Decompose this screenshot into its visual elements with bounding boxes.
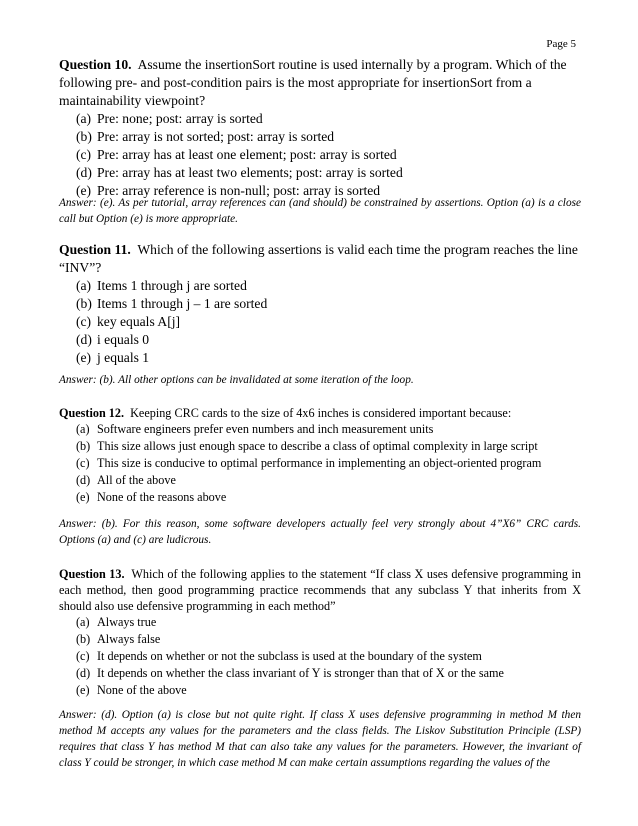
question-11-label: Question 11. — [59, 242, 131, 257]
question-13-option-a: (a) Always true — [76, 615, 157, 629]
question-13-option-b: (b) Always false — [76, 632, 161, 646]
question-10-option-e: (e) Pre: array reference is non-null; post: array is sorted — [76, 182, 381, 198]
question-10-option-c: (c) Pre: array has at least one element; post: array is sorted — [76, 146, 397, 162]
question-11-text: Which of the following assertions is valid each time the program reaches the line “INV”? — [59, 242, 578, 275]
question-13-text: Which of the following applies to the statement “If class X uses defensive programming in each method, then good programming practice recommends that any subclass Y that inherits from X should also use defensive programming in each method” — [59, 567, 582, 613]
question-13 — [59, 566, 581, 699]
question-10 — [59, 56, 581, 200]
question-12-options — [59, 421, 581, 506]
question-10-options — [59, 110, 581, 200]
question-11-stem — [59, 241, 581, 277]
question-13-option-e: (e) None of the above — [76, 683, 187, 697]
question-13-label: Question 13. — [59, 567, 125, 581]
question-12-option-a: (a) Software engineers prefer even numbers and inch measurement units — [76, 422, 434, 436]
question-12-option-d: (d) All of the above — [76, 473, 176, 487]
question-11-option-c: (c) key equals A[j] — [76, 313, 181, 329]
question-11-options — [59, 277, 581, 367]
question-10-option-b: (b) Pre: array is not sorted; post: array is sorted — [76, 128, 335, 144]
question-10-stem — [59, 56, 581, 110]
question-12-label: Question 12. — [59, 406, 125, 420]
question-11-option-b: (b) Items 1 through j – 1 are sorted — [76, 295, 268, 311]
question-12-stem — [59, 405, 581, 421]
question-12-option-c: (c) This size is conducive to optimal performance in implementing an object-oriented program — [76, 456, 542, 470]
question-10-answer: Answer: (e). As per tutorial, array references can (and should) be constrained by assertions. Option (a) is a close call but Option (e) is more appropriate. — [59, 197, 581, 225]
question-13-option-d: (d) It depends on whether the class invariant of Y is stronger than that of X or the same — [76, 666, 504, 680]
question-10-label: Question 10. — [59, 57, 132, 72]
question-12 — [59, 405, 581, 506]
question-11-option-e: (e) j equals 1 — [76, 349, 150, 365]
question-13-options — [59, 614, 581, 699]
question-13-option-c: (c) It depends on whether or not the subclass is used at the boundary of the system — [76, 649, 482, 663]
question-12-text: Keeping CRC cards to the size of 4x6 inches is considered important because: — [130, 406, 512, 420]
question-12-option-b: (b) This size allows just enough space to describe a class of optimal complexity in large script — [76, 439, 538, 453]
question-11-option-a: (a) Items 1 through j are sorted — [76, 278, 247, 293]
question-11 — [59, 241, 581, 367]
question-13-stem — [59, 566, 581, 614]
question-10-text: Assume the insertionSort routine is used internally by a program. Which of the following pre- and post-condition pairs is the most appropriate for insertionSort from a maintainability viewpoint? — [59, 57, 567, 108]
question-12-answer: Answer: (b). For this reason, some software developers actually feel very strongly about 4”X6” CRC cards. Options (a) and (c) are ludicrous. — [59, 518, 581, 546]
question-11-option-d: (d) i equals 0 — [76, 331, 150, 347]
question-10-option-d: (d) Pre: array has at least two elements; post: array is sorted — [76, 164, 403, 180]
question-10-option-a: (a) Pre: none; post: array is sorted — [76, 111, 263, 126]
question-11-answer: Answer: (b). All other options can be invalidated at some iteration of the loop. — [59, 374, 414, 386]
question-12-option-e: (e) None of the reasons above — [76, 490, 227, 504]
page-number: Page 5 — [546, 38, 576, 50]
question-13-answer: Answer: (d). Option (a) is close but not quite right. If class X uses defensive programming in method M then method M accepts any values for the parameters and the class fields. The Liskov Substitution Principle (LSP) requires that class Y has method M that can also take any values for the parameters. However, the invariant of class Y could be stronger, in which case method M can make certain assumptions regarding the values of the — [59, 709, 581, 769]
